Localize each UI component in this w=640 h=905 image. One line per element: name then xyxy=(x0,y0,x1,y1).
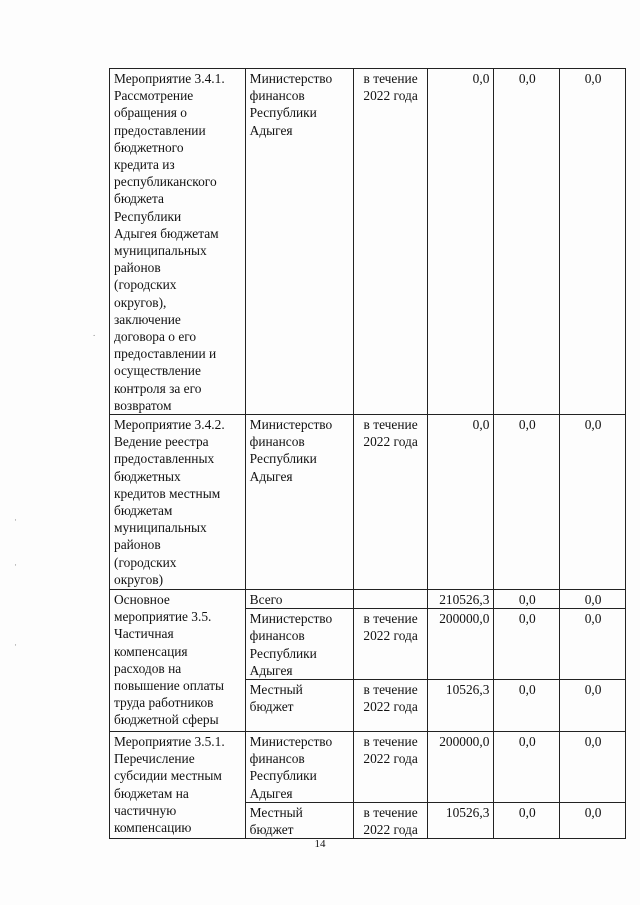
program-activities-table xyxy=(109,68,626,839)
executor-cell: Местный бюджет xyxy=(245,680,353,732)
activity-cell: Основное мероприятие 3.5. Частичная компенсация расходов на повышение оплаты труда работников бюджетной сферы xyxy=(110,590,246,732)
executor-cell: Всего xyxy=(245,590,353,609)
table-row xyxy=(110,69,626,415)
value-cell: 0,0 xyxy=(494,69,560,415)
value-cell: 210526,3 xyxy=(427,590,494,609)
table-row xyxy=(110,415,626,590)
term-cell: в течение 2022 года xyxy=(353,415,427,590)
value-cell: 0,0 xyxy=(427,415,494,590)
scan-speck: · xyxy=(14,515,17,525)
activity-cell: Мероприятие 3.4.2. Ведение реестра предоставленных бюджетных кредитов местным бюджетам муниципальных районов (городских округов) xyxy=(110,415,246,590)
term-cell: в течение 2022 года xyxy=(353,609,427,680)
activity-cell: Мероприятие 3.5.1. Перечисление субсидии местным бюджетам на частичную компенсацию xyxy=(110,732,246,839)
executor-cell: Местный бюджет xyxy=(245,802,353,838)
table-row xyxy=(110,590,626,609)
value-cell: 10526,3 xyxy=(427,680,494,732)
term-cell: в течение 2022 года xyxy=(353,802,427,838)
value-cell: 200000,0 xyxy=(427,609,494,680)
value-cell: 0,0 xyxy=(560,609,626,680)
value-cell: 0,0 xyxy=(560,802,626,838)
term-cell: в течение 2022 года xyxy=(353,732,427,803)
term-cell: в течение 2022 года xyxy=(353,69,427,415)
value-cell: 0,0 xyxy=(427,69,494,415)
table-row xyxy=(110,732,626,803)
value-cell: 10526,3 xyxy=(427,802,494,838)
activity-cell: Мероприятие 3.4.1. Рассмотрение обращения о предоставлении бюджетного кредита из республиканского бюджета Республики Адыгея бюджетам муниципальных районов (городских округов), заключение договора о его предоставлении и осуществление контроля за его возвратом xyxy=(110,69,246,415)
executor-cell: Министерство финансов Республики Адыгея xyxy=(245,609,353,680)
value-cell: 0,0 xyxy=(560,69,626,415)
value-cell: 0,0 xyxy=(494,609,560,680)
executor-cell: Министерство финансов Республики Адыгея xyxy=(245,415,353,590)
value-cell: 0,0 xyxy=(560,732,626,803)
term-cell xyxy=(353,590,427,609)
value-cell: 0,0 xyxy=(494,590,560,609)
executor-cell: Министерство финансов Республики Адыгея xyxy=(245,69,353,415)
term-cell: в течение 2022 года xyxy=(353,680,427,732)
value-cell: 0,0 xyxy=(494,802,560,838)
value-cell: 0,0 xyxy=(560,680,626,732)
executor-cell: Министерство финансов Республики Адыгея xyxy=(245,732,353,803)
value-cell: 0,0 xyxy=(494,680,560,732)
value-cell: 0,0 xyxy=(560,415,626,590)
scan-speck: . xyxy=(93,328,96,338)
value-cell: 0,0 xyxy=(560,590,626,609)
value-cell: 0,0 xyxy=(494,732,560,803)
value-cell: 0,0 xyxy=(494,415,560,590)
scan-speck: · xyxy=(14,640,17,650)
value-cell: 200000,0 xyxy=(427,732,494,803)
scan-speck: · xyxy=(14,560,17,570)
page-number: 14 xyxy=(314,838,326,850)
